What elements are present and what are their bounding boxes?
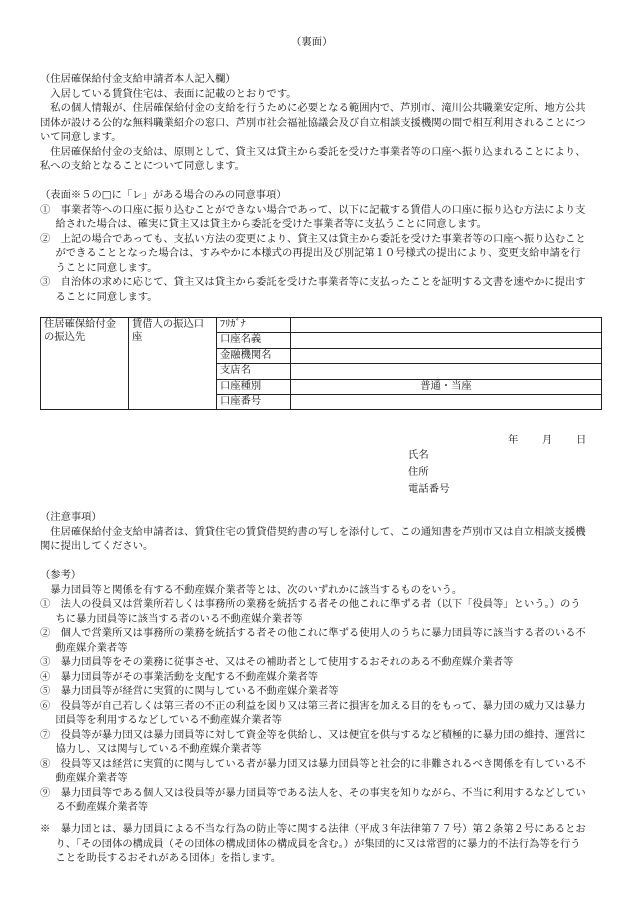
account-type-field[interactable]: 普通・当座 bbox=[291, 379, 602, 394]
consent-item-number: ① bbox=[40, 203, 51, 216]
applicant-section bbox=[40, 72, 588, 174]
reference-item-number: ⑧ bbox=[40, 757, 51, 770]
reference-item-number: ④ bbox=[40, 670, 51, 683]
account-table-col2 bbox=[129, 318, 217, 410]
row-label: ﾌﾘｶﾞﾅ bbox=[217, 318, 291, 333]
reference-item bbox=[40, 626, 588, 655]
reference-item-text: 暴力団員等がその事業活動を支配する不動産媒介業者等 bbox=[60, 670, 319, 683]
consent-item-number: ③ bbox=[40, 276, 51, 288]
row-label: 口座種別 bbox=[217, 379, 291, 394]
reference-item-text: 暴力団員等である個人又は役員等が暴力団員等である法人を、その事実を知りながら、不当に利用するなどしている不動産媒介業者等 bbox=[55, 786, 586, 813]
row-label: 口座名義 bbox=[217, 333, 291, 348]
footnote-text: 暴力団とは、暴力団員による不当な行為の防止等に関する法律（平成３年法律第７７号）第２条第２号にあるとおり、「その団体の構成員（その団体の構成団体の構成員を含む。）が集団的に又は常習的に暴力的不法行為等を行うことを助長するおそれがある団体」を指します。 bbox=[55, 823, 586, 864]
consent-item-text: 事業者等への口座に振り込むことができない場合であって、以下に記載する賃借人の口座に振り込む方法により支給された場合は、確実に貸主又は貸主から委託を受けた事業者等に支払うことに同意します。 bbox=[55, 203, 586, 230]
consent-item bbox=[40, 275, 588, 304]
applicant-paragraph-3: 住居確保給付金の支給は、原則として、貸主又は貸主から委託を受けた事業者等の口座へ振り込まれることにより、私への支給となることについて同意します。 bbox=[40, 145, 586, 172]
reference-item-number: ⑥ bbox=[40, 699, 51, 712]
reference-item-text: 役員等が自己若しくは第三者の不正の利益を図り又は第三者に損害を加える目的をもって、暴力団の威力又は暴力団員等を利用するなどしている不動産媒介業者等 bbox=[55, 699, 586, 726]
reference-item-number: ③ bbox=[40, 656, 51, 668]
reference-item bbox=[40, 670, 588, 685]
date-year-label: 年 bbox=[508, 434, 519, 446]
reference-item-text: 暴力団員等をその業務に従事させ、又はその補助者として使用するおそれのある不動産媒介業者等 bbox=[60, 656, 514, 668]
reference-item-number: ② bbox=[40, 627, 51, 639]
address-label: 住所 bbox=[408, 466, 429, 478]
row-label: 口座番号 bbox=[217, 394, 291, 409]
bank-name-field[interactable] bbox=[291, 348, 602, 363]
date-month-label: 月 bbox=[542, 434, 553, 446]
reference-item-number: ⑨ bbox=[40, 786, 51, 799]
footnote-mark: ※ bbox=[40, 823, 51, 835]
account-table-col1 bbox=[41, 318, 129, 410]
reference-item-text: 法人の役員又は営業所若しくは事務所の業務を統括する者その他これに準ずる者（以下「役員等」という。）のうちに暴力団員等に該当する者のいる不動産媒介業者等 bbox=[55, 598, 581, 625]
reference-item bbox=[40, 786, 588, 815]
reference-item bbox=[40, 684, 588, 699]
consent-item-number: ② bbox=[40, 232, 51, 245]
consent-section bbox=[40, 188, 588, 304]
reference-item bbox=[40, 699, 588, 728]
notes-heading: （注意事項） bbox=[40, 511, 102, 523]
reference-item-number: ① bbox=[40, 598, 51, 610]
reference-item bbox=[40, 757, 588, 786]
applicant-heading: （住居確保給付金支給申請者本人記入欄） bbox=[40, 73, 236, 85]
account-table bbox=[40, 317, 602, 410]
footnote bbox=[40, 822, 588, 866]
consent-heading: （表面※５の□に「レ」がある場合のみの同意事項） bbox=[40, 189, 287, 201]
reference-intro: 暴力団員等と関係を有する不動産媒介業者等とは、次のいずれかに該当するものをいう。 bbox=[50, 583, 463, 596]
applicant-paragraph-2: 私の個人情報が、住居確保給付金の支給を行うために必要となる範囲内で、芦別市、滝川公共職業安定所、地方公共団体が設ける公的な無料職業紹介の窓口、芦別市社会福祉協議会及び自立相談支援機関の間で相互利用されることについて同意します。 bbox=[40, 102, 586, 143]
reference-item-text: 役員等が暴力団又は暴力団員等に対して資金等を供給し、又は便宜を供与するなど積極的に暴力団の維持、運営に協力し、又は関与している不動産媒介業者等 bbox=[55, 728, 586, 755]
name-label: 氏名 bbox=[408, 449, 429, 461]
account-number-field[interactable] bbox=[291, 394, 602, 409]
phone-label: 電話番号 bbox=[408, 483, 450, 495]
consent-item bbox=[40, 203, 588, 232]
reference-section bbox=[40, 568, 588, 815]
furigana-field[interactable] bbox=[291, 318, 602, 333]
reference-item-number: ⑤ bbox=[40, 685, 51, 697]
tenant-account-label: 賃借人の振込口座 bbox=[132, 318, 205, 343]
row-label: 金融機関名 bbox=[217, 348, 291, 363]
reference-item-text: 役員等又は経営に実質的に関与している者が暴力団又は暴力団員等と社会的に非難されるべき関係を有している不動産媒介業者等 bbox=[55, 757, 586, 784]
branch-name-field[interactable] bbox=[291, 364, 602, 379]
consent-item bbox=[40, 232, 588, 276]
reference-item bbox=[40, 728, 588, 757]
date-day-label: 日 bbox=[576, 434, 587, 446]
reference-item bbox=[40, 655, 588, 670]
account-holder-field[interactable] bbox=[291, 333, 602, 348]
reference-heading: （参考） bbox=[40, 569, 82, 581]
notes-text: 住居確保給付金支給申請者は、賃貸住宅の賃貸借契約書の写しを添付して、この通知書を芦別市又は自立相談支援機関に提出してください。 bbox=[40, 525, 586, 552]
reference-item-text: 個人で営業所又は事務所の業務を統括する者その他これに準ずる使用人のうちに暴力団員等に該当する者のいる不動産媒介業者等 bbox=[55, 627, 586, 654]
footnote-text-block bbox=[40, 822, 588, 866]
consent-item-text: 上記の場合であっても、支払い方法の変更により、貸主又は貸主から委託を受けた事業者等の口座へ振り込むことができることとなった場合は、すみやかに本様式の再提出及び別記第１０号様式の提出により、変更支給申請を行うことに同意します。 bbox=[55, 232, 586, 274]
payee-label: 住居確保給付金の振込先 bbox=[44, 318, 117, 343]
reference-item-text: 暴力団員等が経営に実質的に関与している不動産媒介業者等 bbox=[60, 685, 339, 697]
page-title: （裏面） bbox=[291, 36, 333, 48]
reference-item-number: ⑦ bbox=[40, 728, 51, 741]
applicant-paragraph-1: 入居している賃貸住宅は、表面に記載のとおりです。 bbox=[50, 87, 297, 100]
row-label: 支店名 bbox=[217, 364, 291, 379]
notes-section bbox=[40, 510, 588, 554]
consent-item-text: 自治体の求めに応じて、貸主又は貸主から委託を受けた事業者等に支払ったことを証明する文書を速やかに提出することに同意します。 bbox=[55, 276, 586, 303]
reference-item bbox=[40, 597, 588, 626]
